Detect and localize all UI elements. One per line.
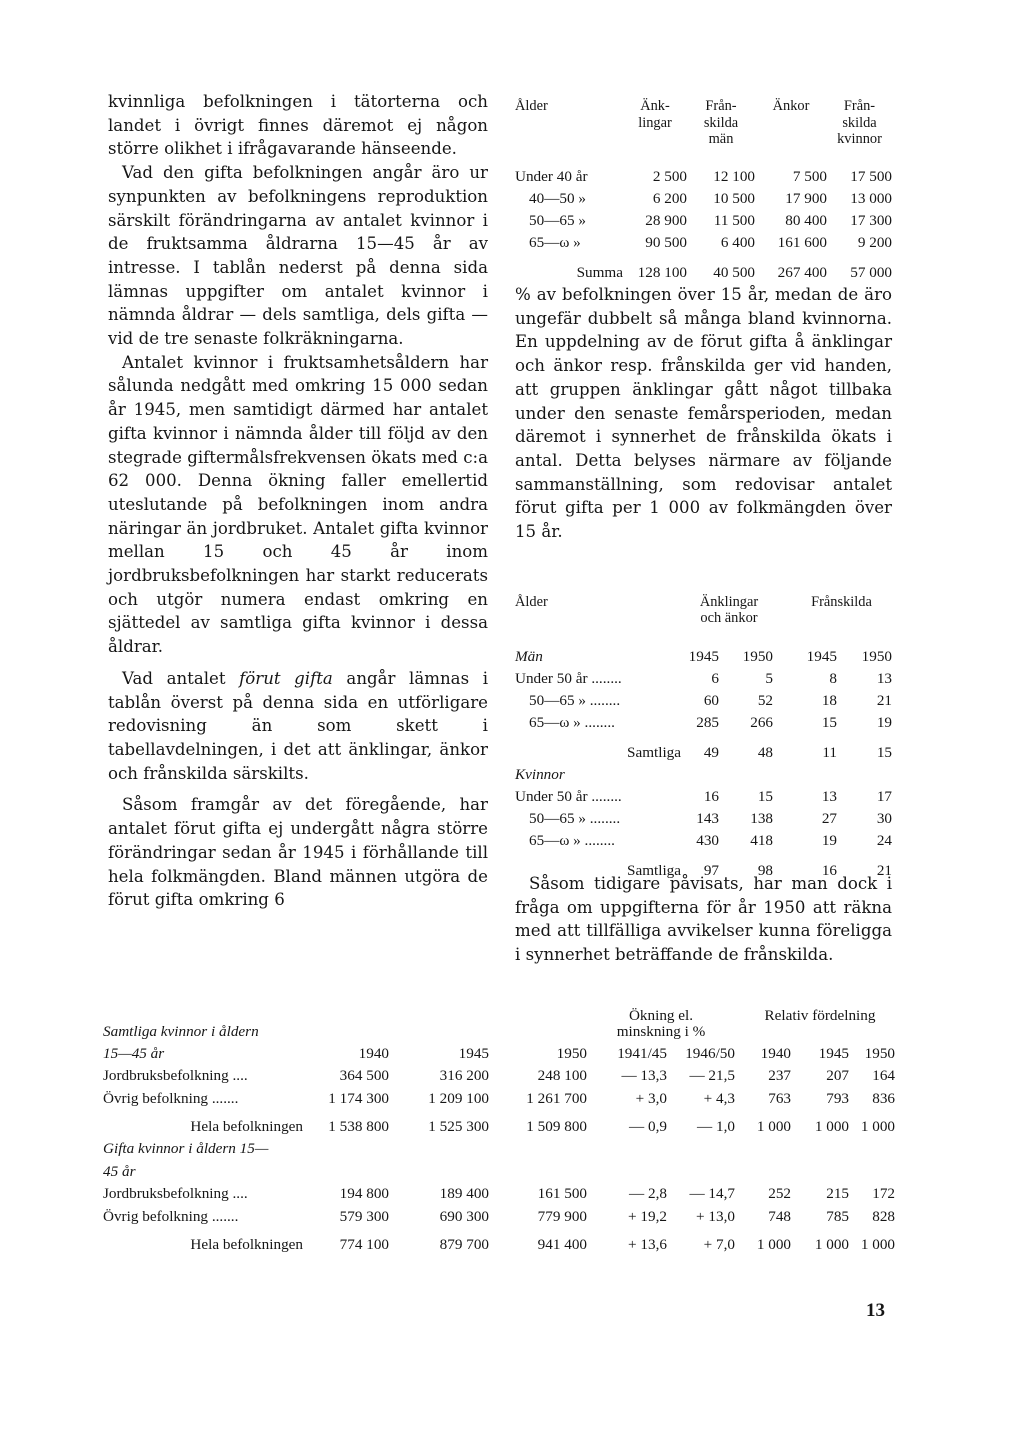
table-cell: 128 100 [637, 264, 687, 281]
sum-row [515, 252, 892, 282]
table-row [515, 626, 892, 666]
table-cell: 16 [703, 788, 719, 805]
table-cell: 248 100 [537, 1067, 587, 1084]
table-cell: 80 400 [785, 212, 827, 229]
table-cell: 748 [768, 1207, 791, 1225]
table-cell: 12 100 [713, 168, 755, 185]
table-cell: 49 [703, 744, 719, 761]
table-cell: 90 500 [645, 234, 687, 251]
table-cell: 18 [821, 692, 837, 709]
table-cell: 1 209 100 [428, 1089, 489, 1107]
table-cell: 763 [768, 1089, 791, 1107]
table-row [515, 208, 892, 230]
row-label: 50—65 » [529, 212, 586, 229]
table-cell: 8 [829, 670, 837, 687]
table-cell: 16 [821, 862, 837, 879]
table-cell: 6 400 [720, 234, 755, 251]
table-cell: — 21,5 [689, 1067, 735, 1084]
widowed-divorced-table [515, 98, 892, 282]
table-row [515, 164, 892, 186]
row-label: Samtliga [627, 862, 681, 879]
row-label: Under 50 år ........ [515, 788, 622, 805]
table-title: 15—45 år [103, 1044, 165, 1062]
table-cell: 9 200 [857, 234, 892, 251]
table-cell: 252 [768, 1185, 791, 1202]
table-cell: 13 000 [850, 190, 892, 207]
table-cell: 1 538 800 [328, 1117, 389, 1135]
table-cell: 11 500 [713, 212, 755, 229]
column-header: Änk- lingar [638, 98, 672, 131]
table-cell: 1 174 300 [328, 1089, 389, 1107]
table-cell: + 4,3 [703, 1089, 735, 1107]
table-cell: 779 900 [537, 1207, 587, 1225]
row-label: 50—65 » ........ [529, 810, 621, 827]
column-header: Änkor [772, 98, 810, 114]
column-header: 1940 [358, 1044, 389, 1062]
table-cell: 138 [750, 810, 773, 827]
table-row [515, 186, 892, 208]
paragraph: kvinnliga befolkningen i tätorterna och landet i övrigt finnes däremot ej någon större olikhet i ifrågavarande hänseende. [108, 92, 488, 159]
column-header: Relativ fördelning [764, 1007, 876, 1024]
table-cell: 785 [826, 1207, 849, 1225]
table-cell: 97 [703, 862, 719, 879]
column-header: Frånskilda [811, 594, 872, 610]
table-cell: 15 [821, 714, 837, 731]
column-header: 1950 [864, 1044, 895, 1062]
table-cell: — 0,9 [629, 1117, 667, 1135]
table-cell: — 14,7 [689, 1185, 735, 1202]
row-label: 65—ω » ........ [529, 832, 615, 849]
right-text-column [515, 283, 892, 544]
table-row [103, 1085, 895, 1108]
table-cell: 266 [750, 714, 773, 731]
table-row [515, 806, 892, 828]
paragraph: % av befolkningen över 15 år, medan de äro ungefär dubbelt så många bland kvinnorna. En uppdelning av de förut gifta å änklingar och änkor resp. frånskilda ger vid handen, att gruppen änklingar gått något tillbaka under den senaste femårsperioden, medan däremot i synnerhet de frånskilda ökats i antal. Detta belyses närmare av följande sammanställning, som redovisar antalet förut gifta per 1 000 av folkmängden över 15 år. [515, 285, 892, 542]
table-title: Gifta kvinnor i åldern 15— [103, 1140, 269, 1157]
table-cell: 1 000 [860, 1235, 895, 1253]
total-row [103, 1108, 895, 1136]
table-cell: 60 [703, 692, 719, 709]
table-cell: 237 [768, 1067, 791, 1084]
section-label: Män [515, 648, 543, 665]
column-header: Ålder [515, 594, 548, 610]
row-label: Jordbruksbefolkning .... [103, 1067, 248, 1084]
paragraph: Såsom framgår av det föregående, har antalet förut gifta ej undergått några större förändringar sedan år 1945 i förhållande till hela folkmängden. Bland männen utgöra de förut gifta omkring 6 [108, 795, 488, 910]
right-text-column-bottom [515, 872, 892, 967]
table-cell: 172 [872, 1185, 895, 1202]
table-title: Samtliga kvinnor i åldern [103, 1023, 259, 1040]
table-cell: 19 [876, 714, 892, 731]
table-cell: 836 [872, 1089, 895, 1107]
year-header: 1950 [742, 648, 773, 665]
row-label: Hela befolkningen [190, 1235, 303, 1253]
table-cell: 793 [826, 1089, 849, 1107]
table-cell: 21 [876, 862, 892, 879]
row-label: Övrig befolkning ....... [103, 1089, 239, 1107]
table-cell: 40 500 [713, 264, 755, 281]
emphasis-text: förut gifta [239, 668, 333, 688]
table-row [515, 762, 892, 784]
table-cell: 267 400 [777, 264, 827, 281]
table-cell: 316 200 [439, 1067, 489, 1084]
table-row [515, 828, 892, 850]
table-title: 45 år [103, 1162, 136, 1180]
table-row [103, 1136, 895, 1159]
table-cell: 15 [757, 788, 773, 805]
left-text-column [108, 90, 488, 912]
table-cell: 1 000 [814, 1235, 849, 1253]
table-cell: 48 [757, 744, 773, 761]
column-header: 1940 [760, 1044, 791, 1062]
row-label: 40—50 » [529, 190, 586, 207]
table-cell: 11 [822, 744, 837, 761]
table-cell: 1 509 800 [526, 1117, 587, 1135]
table-cell: 17 300 [850, 212, 892, 229]
column-header: 1945 [818, 1044, 849, 1062]
table-row [515, 784, 892, 806]
page-number: 13 [866, 1300, 885, 1321]
table-cell: + 3,0 [635, 1089, 667, 1107]
table-row [515, 666, 892, 688]
table-cell: 1 000 [860, 1117, 895, 1135]
table-cell: 6 200 [652, 190, 687, 207]
total-row [103, 1226, 895, 1254]
paragraph: Antalet kvinnor i fruktsamhetsåldern har sålunda nedgått med omkring 15 000 sedan år 1945, men samtidigt därmed har antalet gifta kvinnor i nämnda ålder till följd av den stegrade giftermålsfrekvensen ökats med c:a 62 000. Denna ökning faller emellertid uteslutande på befolkningen inom andra näringar än jordbruket. Antalet gifta kvinnor mellan 15 och 45 år inom jordbruksbefolkningen har starkt reducerats och utgör numera endast omkring en sjättedel av samtliga gifta kvinnor i dessa åldrar. [108, 352, 488, 657]
year-header: 1945 [806, 648, 837, 665]
table-row [515, 710, 892, 732]
table-cell: 17 500 [850, 168, 892, 185]
table-cell: 52 [757, 692, 773, 709]
table-cell: 1 261 700 [526, 1089, 587, 1107]
table-cell: 27 [821, 810, 837, 827]
table-cell: 194 800 [339, 1185, 389, 1202]
table-cell: 285 [696, 714, 719, 731]
table-cell: 1 000 [756, 1117, 791, 1135]
table-cell: 2 500 [652, 168, 687, 185]
column-header: Änklingar och änkor [699, 594, 759, 626]
paragraph-text: angår lämnas i tablån överst på denna sida en utförligare redovisning än som skett i tabellavdelningen, i det att änklingar, änkor och frånskilda särskilts. [108, 668, 489, 783]
column-header: Från- skilda män [703, 98, 739, 147]
table-cell: — 2,8 [629, 1185, 667, 1202]
table-header [103, 1008, 895, 1040]
table-cell: 10 500 [713, 190, 755, 207]
table-cell: 30 [876, 810, 892, 827]
table-cell: 17 [876, 788, 892, 805]
table-cell: 430 [696, 832, 719, 849]
table-row [103, 1203, 895, 1226]
table-cell: — 1,0 [697, 1117, 735, 1135]
table-cell: 98 [757, 862, 773, 879]
table-cell: 13 [876, 670, 892, 687]
section-label: Kvinnor [515, 766, 565, 783]
table-row [103, 1158, 895, 1181]
table-cell: 143 [696, 810, 719, 827]
table-cell: 418 [750, 832, 773, 849]
women-15-45-table [103, 1008, 895, 1254]
paragraph: Såsom tidigare påvisats, har man dock i fråga om uppgifterna för år 1950 att räkna med att tillfälliga avvikelser kunna föreligga i synnerhet beträffande de frånskilda. [515, 874, 892, 965]
table-header [515, 594, 892, 626]
row-label: Under 40 år [515, 168, 588, 185]
table-cell: 1 000 [756, 1235, 791, 1253]
table-cell: + 13,6 [628, 1235, 667, 1253]
table-cell: 21 [876, 692, 892, 709]
table-cell: 28 900 [645, 212, 687, 229]
table-cell: + 19,2 [628, 1207, 667, 1225]
table-row [515, 688, 892, 710]
table-cell: 24 [876, 832, 892, 849]
column-header: 1946/50 [685, 1044, 735, 1062]
table-cell: 161 600 [777, 234, 827, 251]
table-cell: 879 700 [439, 1235, 489, 1253]
table-cell: 1 000 [814, 1117, 849, 1135]
row-label: 65—ω » [529, 234, 581, 251]
table-cell: 6 [711, 670, 719, 687]
row-label: Jordbruksbefolkning .... [103, 1185, 248, 1202]
row-label: 65—ω » ........ [529, 714, 615, 731]
table-row [515, 230, 892, 252]
per-thousand-table [515, 594, 892, 880]
column-header: 1950 [556, 1044, 587, 1062]
table-cell: 57 000 [850, 264, 892, 281]
table-cell: 13 [821, 788, 837, 805]
table-cell: 215 [826, 1185, 849, 1202]
table-row [103, 1181, 895, 1204]
table-row [103, 1040, 895, 1063]
row-label: Hela befolkningen [190, 1117, 303, 1135]
table-cell: 19 [821, 832, 837, 849]
row-label: 50—65 » ........ [529, 692, 621, 709]
paragraph: Vad den gifta befolkningen angår äro ur synpunkten av befolkningens reproduktion särskilt förändringarna av antalet kvinnor i de fruktsamma åldrarna 15—45 år av intresse. I tablån nederst på denna sida lämnas uppgifter om antalet kvinnor i nämnda åldrar — dels samtliga, dels gifta — vid de tre senaste folkräkningarna. [108, 163, 488, 349]
sum-label: Summa [576, 264, 623, 281]
column-header: Ålder [515, 98, 548, 114]
table-cell: 164 [872, 1067, 895, 1084]
column-header: Från- skilda kvinnor [837, 98, 882, 147]
column-header: 1945 [458, 1044, 489, 1062]
table-cell: + 7,0 [703, 1235, 735, 1253]
table-cell: 690 300 [439, 1207, 489, 1225]
column-header: Ökning el. minskning i % [616, 1007, 706, 1040]
table-cell: — 13,3 [621, 1067, 667, 1084]
table-cell: 579 300 [339, 1207, 389, 1225]
table-cell: 161 500 [537, 1185, 587, 1202]
table-cell: 17 900 [785, 190, 827, 207]
paragraph-text: Vad antalet [122, 668, 240, 688]
row-label: Samtliga [627, 744, 681, 761]
table-cell: 774 100 [339, 1235, 389, 1253]
row-label: Under 50 år ........ [515, 670, 622, 687]
table-cell: 364 500 [339, 1067, 389, 1084]
year-header: 1950 [861, 648, 892, 665]
row-label: Övrig befolkning ....... [103, 1207, 239, 1225]
table-cell: 5 [765, 670, 773, 687]
table-cell: 189 400 [439, 1185, 489, 1202]
table-cell: 941 400 [537, 1235, 587, 1253]
table-cell: 15 [876, 744, 892, 761]
table-row [103, 1063, 895, 1086]
table-cell: 1 525 300 [428, 1117, 489, 1135]
table-cell: + 13,0 [696, 1207, 735, 1225]
table-cell: 7 500 [792, 168, 827, 185]
column-header: 1941/45 [617, 1044, 667, 1062]
table-cell: 207 [826, 1067, 849, 1084]
total-row [515, 732, 892, 762]
table-cell: 828 [872, 1207, 895, 1225]
year-header: 1945 [688, 648, 719, 665]
paragraph [108, 667, 488, 786]
